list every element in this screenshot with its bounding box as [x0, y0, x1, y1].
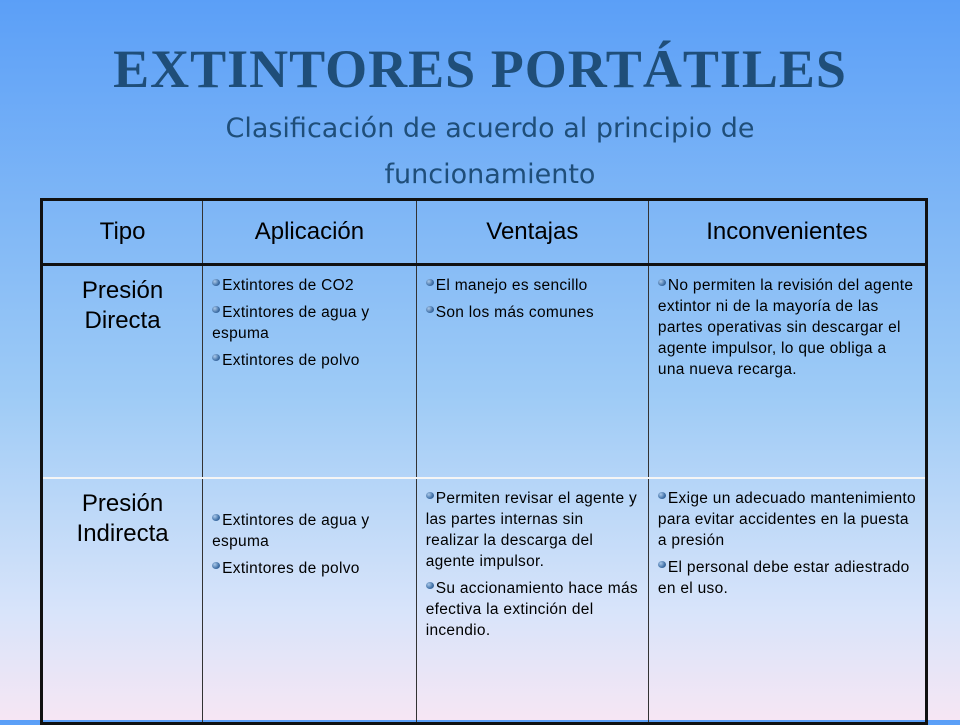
list-item-text: Extintores de agua y espuma	[212, 512, 370, 550]
list-item-text: El personal debe estar adiestrado en el uso.	[657, 559, 910, 597]
list-item	[212, 350, 407, 371]
bullet-dot-icon	[212, 354, 220, 361]
list-item-text: Extintores de agua y espuma	[212, 304, 370, 342]
list-item-text: Exige un adecuado mantenimiento para evitar accidentes en la puesta a presión	[657, 490, 916, 549]
list-item	[212, 275, 407, 296]
list-item	[212, 510, 407, 552]
bullet-dot-icon	[426, 492, 434, 499]
classification-table	[40, 198, 928, 725]
list-item-text: El manejo es sencillo	[435, 277, 588, 294]
tipo-cell: Presión Directa	[42, 265, 203, 479]
tipo-cell: Presión Indirecta	[76, 490, 169, 547]
list-item	[426, 302, 639, 323]
list-item-text: No permiten la revisión del agente extintor ni de la mayoría de las partes operativas sin descargar el agente impulsor, lo que obliga a una nueva recarga.	[657, 277, 914, 378]
inconvenientes-list	[650, 480, 924, 599]
inconvenientes-list	[650, 267, 924, 380]
list-item-text: Permiten revisar el agente y las partes internas sin realizar la descarga del agente impulsor.	[425, 490, 638, 570]
inconvenientes-cell	[648, 478, 926, 724]
list-item	[658, 557, 916, 599]
bullet-dot-icon	[212, 279, 220, 286]
bullet-dot-icon	[658, 561, 666, 568]
bullet-dot-icon	[426, 279, 434, 286]
bullet-dot-icon	[212, 562, 220, 569]
aplicacion-cell	[203, 478, 417, 724]
aplicacion-list	[204, 267, 415, 371]
list-item	[426, 488, 639, 572]
header-inconvenientes: Inconvenientes	[648, 200, 926, 265]
header-aplicacion: Aplicación	[203, 200, 417, 265]
list-item-text: Su accionamiento hace más efectiva la extinción del incendio.	[425, 580, 638, 639]
list-item	[658, 275, 916, 380]
list-item	[212, 302, 407, 344]
ventajas-cell	[416, 478, 648, 724]
header-tipo: Tipo	[42, 200, 203, 265]
list-item	[426, 578, 639, 641]
list-item-text: Extintores de CO2	[222, 277, 354, 294]
bullet-dot-icon	[212, 514, 220, 521]
list-item	[658, 488, 916, 551]
ventajas-cell	[416, 265, 648, 479]
bullet-dot-icon	[658, 492, 666, 499]
slide-subtitle: Clasificación de acuerdo al principio de funcionamiento	[225, 113, 755, 190]
ventajas-list	[418, 267, 647, 323]
table-row	[42, 478, 927, 724]
table-header-row	[42, 200, 927, 265]
aplicacion-cell	[203, 265, 417, 479]
aplicacion-list	[204, 480, 415, 579]
list-item-text: Extintores de polvo	[222, 352, 360, 369]
bullet-dot-icon	[212, 306, 220, 313]
ventajas-list	[418, 480, 647, 641]
bullet-dot-icon	[658, 279, 666, 286]
list-item-text: Son los más comunes	[435, 304, 594, 321]
bullet-dot-icon	[426, 306, 434, 313]
list-item	[426, 275, 639, 296]
slide-title: EXTINTORES PORTÁTILES	[113, 39, 847, 99]
list-item	[212, 558, 407, 579]
table-row	[42, 265, 927, 479]
inconvenientes-cell	[648, 265, 926, 479]
header-ventajas: Ventajas	[416, 200, 648, 265]
bullet-dot-icon	[426, 582, 434, 589]
list-item-text: Extintores de polvo	[222, 560, 360, 577]
